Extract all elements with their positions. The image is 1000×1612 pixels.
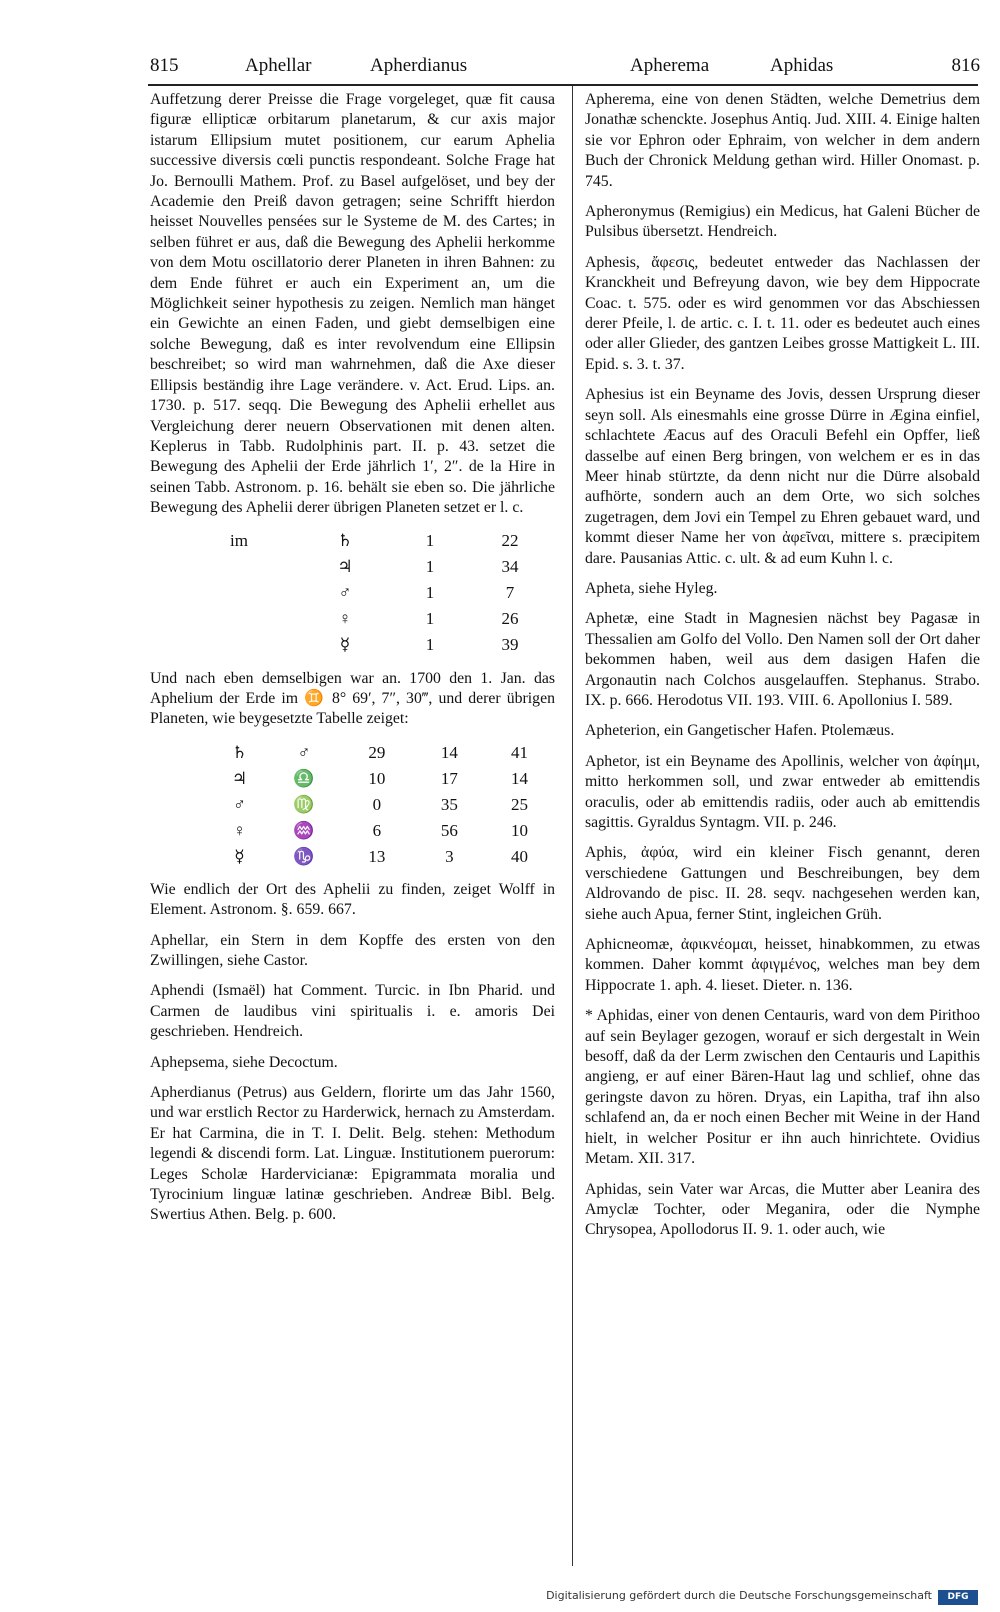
planet-symbol: ♀ [233, 820, 246, 840]
table-cell: 17 [440, 768, 458, 788]
zodiac-sign: ♎ [293, 768, 315, 788]
entry-aphelii-ort: Wie endlich der Ort des Aphelii zu finden, zeiget Wolff in Element. Astronom. §. 659. 667. [150, 880, 555, 919]
table-label: im [230, 531, 248, 551]
left-column [150, 90, 555, 1233]
dfg-logo: DFG [938, 1590, 978, 1605]
entry-aphis: Aphis, ἀφύα, wird ein kleiner Fisch genannt, deren verschiedene Gattungen und Beschreibungen, bey dem Aldrovando de pisc. II. 28. seqv. nachgesehen werden kan, siehe auch Apua, ferner Stint, ingleichen Grüh. [585, 844, 980, 923]
table-cell: 29 [368, 742, 386, 762]
zodiac-sign: ♂ [297, 742, 311, 762]
zodiac-sign: ♑ [293, 846, 315, 866]
table-cell: 3 [445, 846, 454, 866]
entry-apheronymus: Apheronymus (Remigius) ein Medicus, hat Galeni Bücher de Pulsibus übersetzt. Hendreich. [585, 203, 980, 241]
planet-symbol: ♄ [337, 531, 353, 551]
entry-aphetor: Aphetor, ist ein Beyname des Apollinis, welcher von ἀφίημι, mitto herkommen soll, und zwar entweder ab emittendis oraculis, oder ab emittendis radiis, oder auch ab emittendis sagittis. Gyraldus Syntagm. VII. p. 246. [585, 752, 980, 831]
table-row [210, 792, 555, 818]
zodiac-sign: ♒ [293, 820, 315, 840]
planet-symbol: ☿ [234, 846, 245, 866]
table-cell: 1 [425, 531, 435, 551]
table-cell: 39 [501, 635, 519, 655]
table-row [230, 607, 545, 633]
table-row [230, 529, 545, 555]
table-cell: 1 [425, 583, 435, 603]
entry-aphendi: Aphendi (Ismaël) hat Comment. Turcic. in Ibn Pharid. und Carmen de laudibus vini spiritualis i. e. amoris Dei geschrieben. Hendreich. [150, 982, 555, 1041]
left-keyword-2: Apherdianus [370, 55, 468, 76]
table-cell: 35 [440, 794, 458, 814]
right-page-number: 816 [951, 55, 980, 76]
table-row [210, 818, 555, 844]
entry-apherdianus: Apherdianus (Petrus) aus Geldern, florirte um das Jahr 1560, und war erstlich Rector zu Harderwick, hernach zu Amsterdam. Er hat Carmina, die in T. I. Delit. Belg. stehen: Methodum legendi & discendi form. Lat. Linguæ. Institutionem puerorum: Leges Scholæ Hardervicianæ: Epigrammata moralia und Tyrocinium linguæ latinæ geschrieben. Andreæ Bibl. Belg. Swertius Athen. Belg. p. 600. [150, 1084, 555, 1224]
planet-symbol: ♃ [231, 768, 248, 788]
table-cell: 0 [372, 794, 382, 814]
planet-symbol: ♂ [338, 583, 352, 603]
table-cell: 7 [505, 583, 515, 603]
table-cell: 26 [501, 609, 519, 629]
planet-symbol: ♀ [338, 609, 352, 629]
planet-symbol: ☿ [339, 635, 351, 655]
table-cell: 10 [511, 820, 529, 840]
entry-aphesius: Aphesius ist ein Beyname des Jovis, dessen Ursprung dieser seyn soll. Als einesmahls eine grosse Dürre in Ægina einfiel, schlachtete Æacus auf des Oraculi Befehl ein Opffer, ließ dasselbe auf einen Berg bringen, von welchem er es in das Meer hinab stürtzte, da denn nicht nur die Dürre alsobald aufhörte, sondern auch an dem Orte, wo sich solches zugetragen, dem Jovi ein Tempel zu Ehren gebauet ward, und kommt dieser Name her von ἀφεῖναι, mittere s. præcipitem dare. Pausanias Attic. c. ult. & ad eum Kuhn l. c. [585, 386, 980, 567]
table-cell: 6 [372, 820, 382, 840]
table-row [230, 633, 545, 659]
table-cell: 56 [440, 820, 458, 840]
right-column [585, 90, 980, 1248]
entry-aphelium-1700: Und nach eben demselbigen war an. 1700 den 1. Jan. das Aphelium der Erde im ♊ 8° 69′, 7″, 30‴, und derer übrigen Planeten, wie beygesetzte Tabelle zeiget: [150, 669, 555, 728]
header-rule [148, 84, 978, 86]
planet-symbol: ♃ [337, 557, 353, 577]
entry-aphelium-continued: Auffetzung derer Preisse die Frage vorgeleget, quæ fit causa figuræ ellipticæ orbitarum planetarum, & cur axis major istarum Ellipsium mutet positionem, cur earum Aphelia successive diversis cœli punctis respondeant. Solche Frage hat Jo. Bernoulli Mathem. Prof. zu Basel aufgelöset, und bey der Academie den Preiß davon getragen; seine Schrifft hierdon heisset Nouvelles pensées sur le Systeme de M. des Cartes; in selben führet er aus, daß die Bewegung des Aphelii herkomme von dem Motu oscillatorio derer Planeten in ihren Bahnen: zu dem Ende führet er auch ein Experiment an, um die Möglichkeit seiner hypothesis zu zeigen. Nemlich man hänget ein Gewichte an einen Faden, und giebt demselbigen eine solche Bewegung, daß es inter revolvendum eine Ellipsin beschreibet; so wird man wahrnehmen, daß die Axe dieser Ellipsis beständig ihre Lage verändere. v. Act. Erud. Lips. an. 1730. p. 517. seqq. Die Bewegung des Aphelii erhellet aus Vergleichung derer neuern Observationen mit denen alten. Keplerus in Tabb. Rudolphinis part. II. p. 43. setzet die Bewegung des Aphelii der Erde jährlich 1′, 2″. de la Hire in seinen Tabb. Astronom. p. 16. behält sie eben so. Die jährliche Bewegung des Aphelii derer übrigen Planeten setzet er l. c. [150, 91, 555, 517]
zodiac-sign: ♍ [293, 794, 315, 814]
table-cell: 41 [511, 742, 529, 762]
left-keyword-1: Aphellar [245, 55, 312, 76]
table-cell: 40 [511, 846, 529, 866]
page-header [150, 55, 980, 83]
left-page-number: 815 [150, 55, 179, 76]
table-cell: 13 [368, 846, 386, 866]
entry-aphidas-centaur: * Aphidas, einer von denen Centauris, ward von dem Pirithoo auf sein Beylager gezogen, worauf er sich dergestalt in Wein besoff, daß da der Lerm zwischen den Centauris und Lapithis angieng, er auf einer Bären-Haut lag und schlief, ohne das geringste davon zu hören. Dryas, ein Lapitha, traf ihn also schlafend an, da er noch einen Becher mit Weine in der Hand hielt, in welcher Positur er ihn auch hinrichtete. Ovidius Metam. XII. 317. [585, 1007, 980, 1168]
table-row [210, 844, 555, 870]
table-cell: 1 [425, 635, 435, 655]
table-cell: 14 [511, 768, 529, 788]
entry-aphepsema: Aphepsema, siehe Decoctum. [150, 1053, 338, 1071]
entry-apheterion: Apheterion, ein Gangetischer Hafen. Ptolemæus. [585, 722, 895, 740]
entry-aphesis: Aphesis, ἄφεσις, bedeutet entweder das Nachlassen der Kranckheit und Befreyung davon, wie bey dem Hippocrate Coac. t. 575. oder es wird genommen vor das Abschiessen derer Pfeile, l. de artic. c. I. t. 11. oder es bedeutet auch eines oder aller Glieder, des gantzen Leibes grosse Mattigkeit L. III. Epid. s. 3. t. 37. [585, 253, 980, 373]
entry-aphellar: Aphellar, ein Stern in dem Kopffe des ersten von den Zwillingen, siehe Castor. [150, 931, 555, 969]
table-cell: 25 [511, 794, 529, 814]
entry-apherema: Apherema, eine von denen Städten, welche Demetrius dem Jonathæ schenckte. Josephus Antiq. Jud. XIII. 4. Einige halten sie vor Ephron oder Ephraim, von welcher in dem andern Buch der Chronick Meldung gethan wird. Hiller Onomast. p. 745. [585, 91, 980, 190]
aphelion-position-table [210, 740, 555, 870]
table-cell: 34 [501, 557, 519, 577]
entry-aphicneomae: Aphicneomæ, ἀφικνέομαι, heisset, hinabkommen, zu etwas kommen. Daher kommt ἀφιγμένος, welches man bey dem Hippocrate 1. aph. 4. lieset. Dieter. n. 136. [585, 936, 980, 994]
table-cell: 10 [368, 768, 386, 788]
table-cell: 22 [501, 531, 519, 551]
entry-apheta: Apheta, siehe Hyleg. [585, 579, 718, 597]
entry-aphetae: Aphetæ, eine Stadt in Magnesien nächst bey Pagasæ in Thessalien am Golfo del Vollo. Den Namen soll der Ort daher bekommen haben, weil aus dem dasigen Hafen die Argonautin nach Colchos ausgelauffen. Stephanus. Strabo. IX. p. 666. Herodotus VII. 193. VIII. 6. Apollonius I. 589. [585, 610, 980, 709]
right-keyword-2: Aphidas [770, 55, 834, 76]
table-cell: 1 [425, 557, 435, 577]
right-keyword-1: Apherema [630, 55, 710, 76]
column-divider [572, 86, 573, 1566]
digitization-credit: Digitalisierung gefördert durch die Deutsche Forschungsgemeinschaft [546, 1589, 932, 1602]
table-row [210, 740, 555, 766]
table-row [210, 766, 555, 792]
entry-aphidas-arcas: Aphidas, sein Vater war Arcas, die Mutter aber Leanira des Amyclæ Tochter, oder Meganira, oder die Nymphe Chrysopea, Apollodorus II. 9. 1. oder auch, wie [585, 1180, 980, 1239]
planet-symbol: ♂ [233, 794, 246, 814]
table-cell: 1 [425, 609, 435, 629]
planet-symbol: ♄ [231, 742, 248, 762]
table-row [230, 555, 545, 581]
aphelion-motion-table [230, 529, 545, 659]
table-cell: 14 [440, 742, 458, 762]
table-row [230, 581, 545, 607]
